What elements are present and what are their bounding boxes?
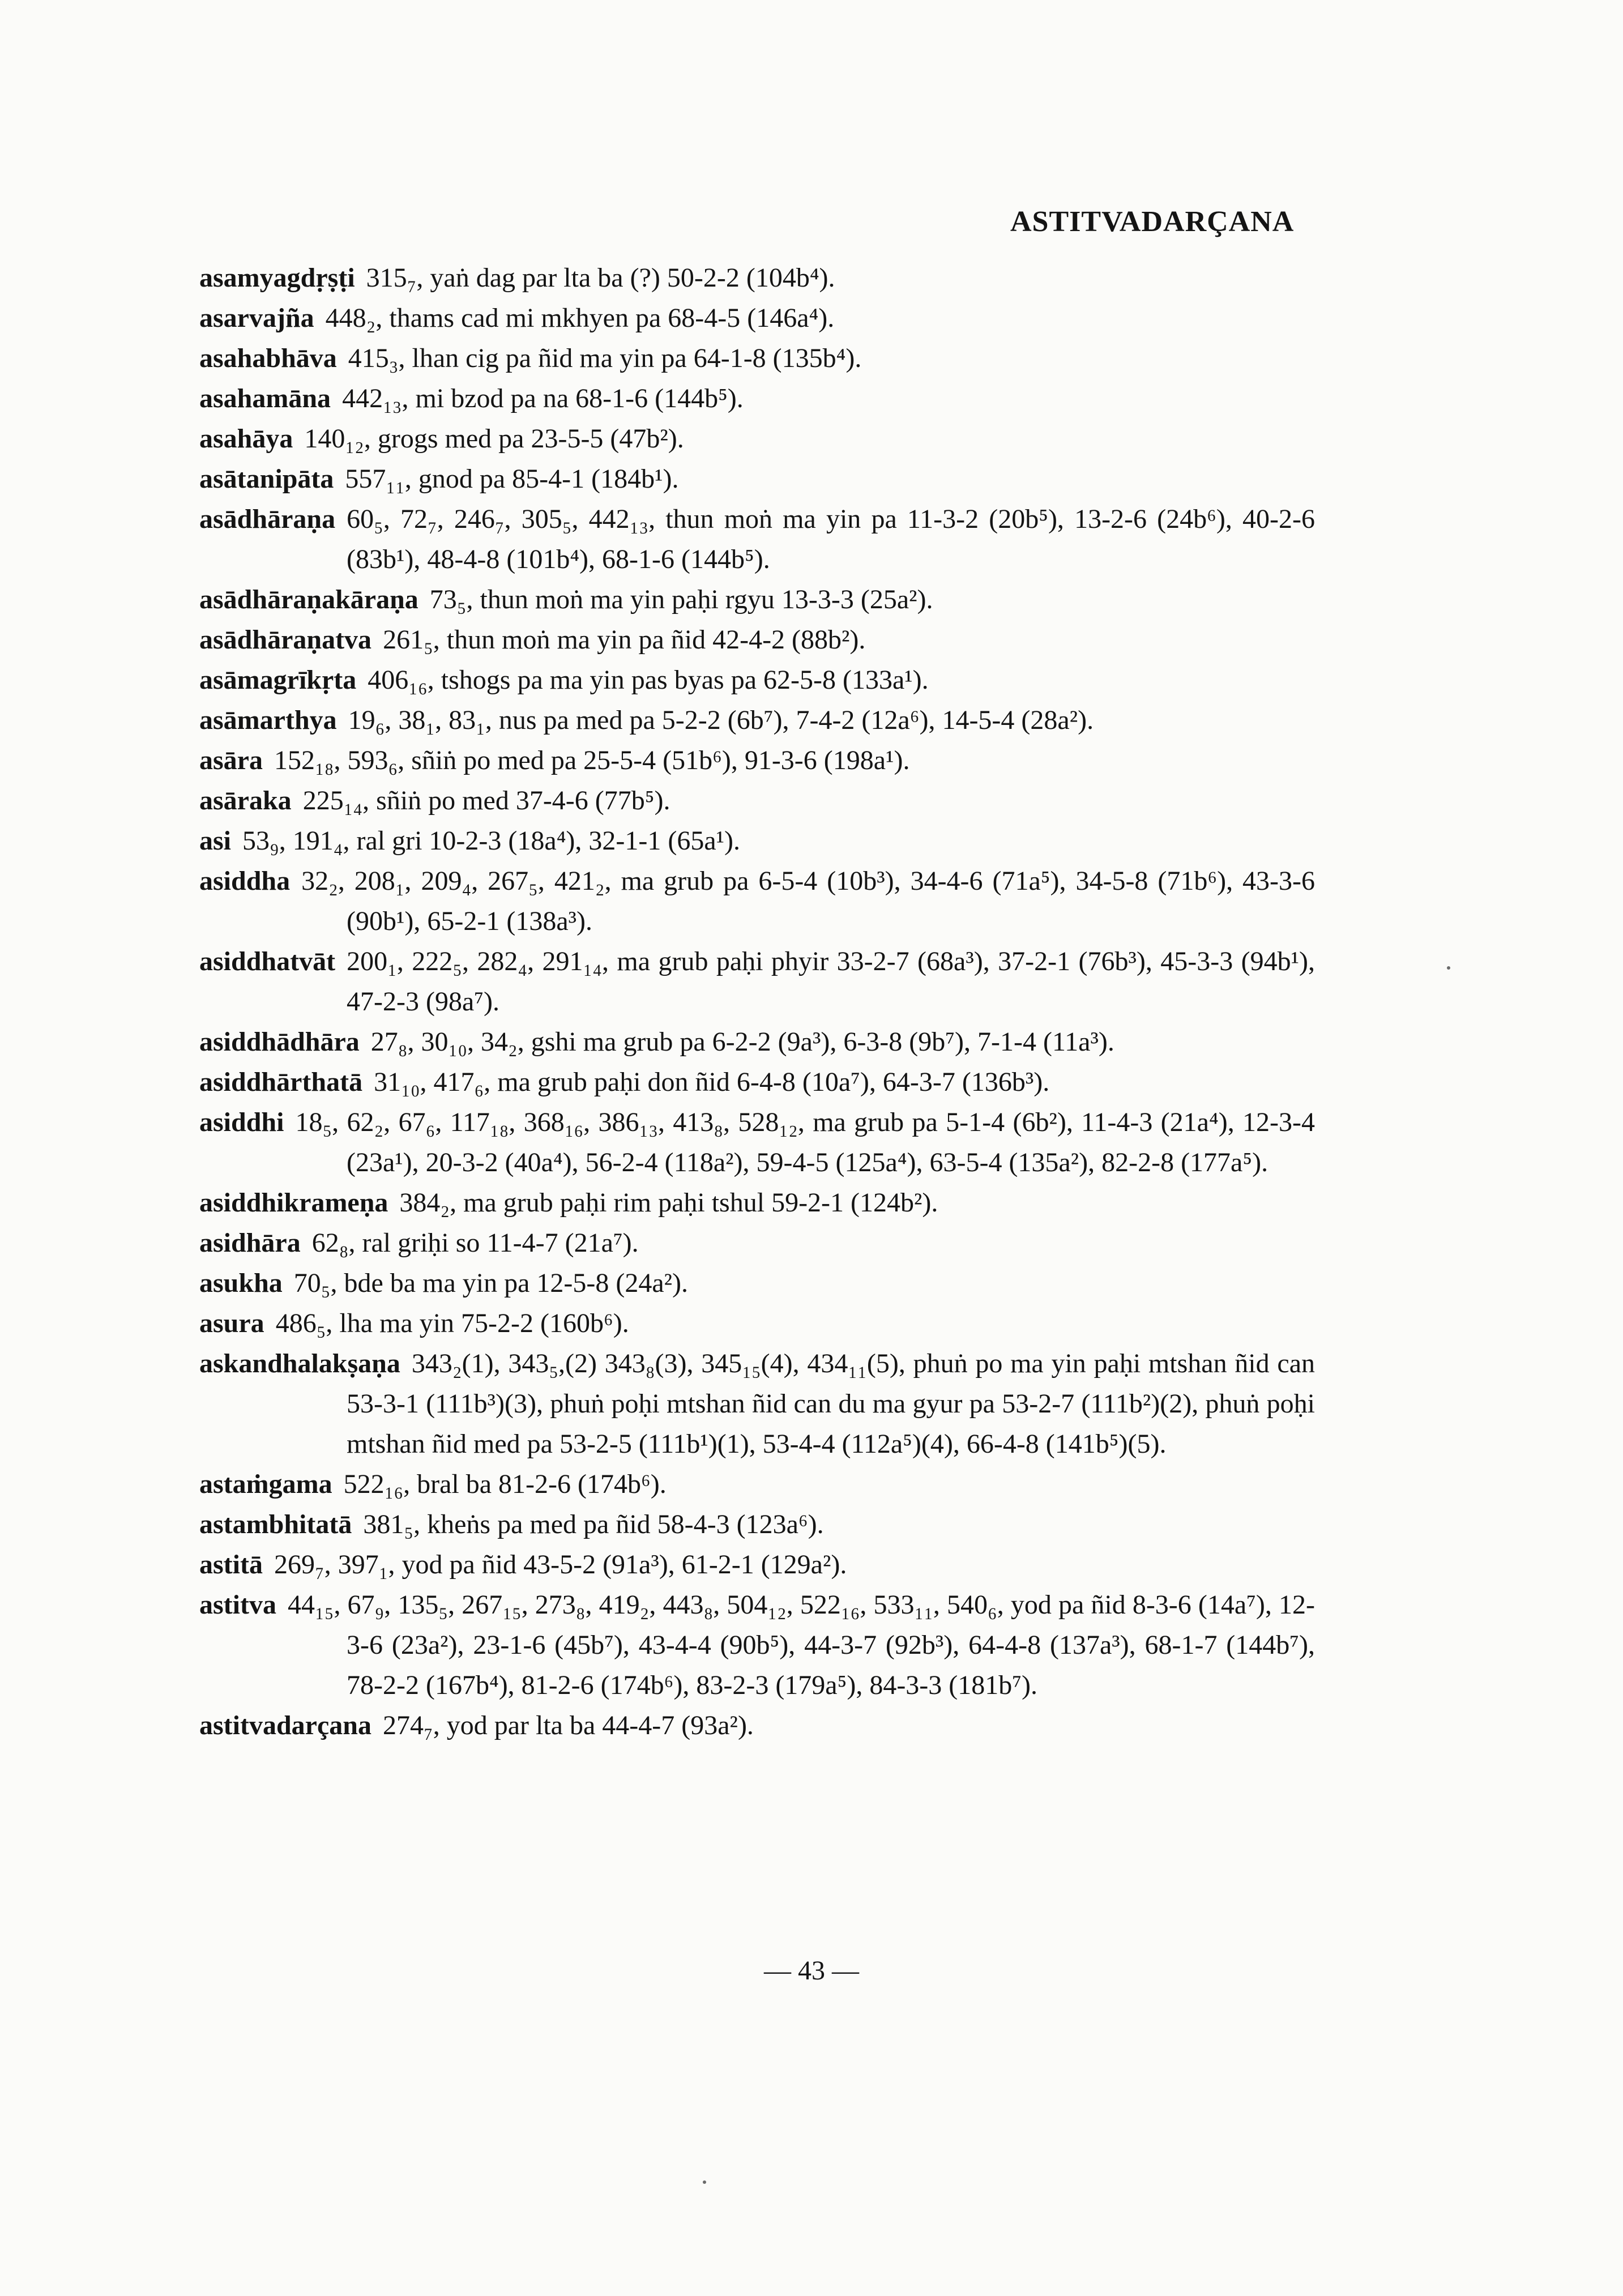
entry bbox=[199, 1705, 1315, 1746]
entry bbox=[199, 258, 1315, 298]
entry bbox=[199, 1183, 1315, 1223]
entry-headword: astitva bbox=[199, 1590, 276, 1620]
entry-headword: asura bbox=[199, 1308, 264, 1338]
entry-headword: asiddhādhāra bbox=[199, 1027, 360, 1057]
entry-headword: astambhitatā bbox=[199, 1509, 352, 1539]
entry-headword: asāmagrīkṛta bbox=[199, 665, 357, 695]
entry-headword: asahamāna bbox=[199, 383, 331, 413]
entry-body: 73₅, thun moṅ ma yin paḥi rgyu 13-3-3 (25a²). bbox=[429, 584, 933, 614]
entry-body: 152₁₈, 593₆, sñiṅ po med pa 25-5-4 (51b⁶), 91-3-6 (198a¹). bbox=[274, 745, 910, 775]
entry bbox=[199, 1504, 1315, 1544]
entry-body: 315₇, yaṅ dag par lta ba (?) 50-2-2 (104b⁴). bbox=[366, 263, 835, 293]
entry-body: 27₈, 30₁₀, 34₂, gshi ma grub pa 6-2-2 (9a³), 6-3-8 (9b⁷), 7-1-4 (11a³). bbox=[370, 1027, 1114, 1057]
entry-body: 60₅, 72₇, 246₇, 305₅, 442₁₃, thun moṅ ma yin pa 11-3-2 (20b⁵), 13-2-6 (24b⁶), 40-2-6 (83b¹), 48-4-8 (101b⁴), 68-1-6 (144b⁵). bbox=[347, 504, 1315, 574]
entry-body: 522₁₆, bral ba 81-2-6 (174b⁶). bbox=[343, 1469, 667, 1499]
entry bbox=[199, 821, 1315, 861]
entry-body: 140₁₂, grogs med pa 23-5-5 (47b²). bbox=[304, 424, 684, 454]
entry-body: 200₁, 222₅, 282₄, 291₁₄, ma grub paḥi phyir 33-2-7 (68a³), 37-2-1 (76b³), 45-3-3 (94b¹), 47-2-3 (98a⁷). bbox=[347, 946, 1315, 1017]
entry-body: 274₇, yod par lta ba 44-4-7 (93a²). bbox=[382, 1710, 754, 1740]
entry-headword: asādhāraṇatva bbox=[199, 625, 372, 655]
scan-speck bbox=[1447, 966, 1450, 970]
entry bbox=[199, 1343, 1315, 1464]
entry-body: 53₉, 191₄, ral gri 10-2-3 (18a⁴), 32-1-1 (65a¹). bbox=[242, 826, 741, 856]
entry-headword: asahabhāva bbox=[199, 343, 337, 373]
entry-body: 381₅, kheṅs pa med pa ñid 58-4-3 (123a⁶). bbox=[363, 1509, 824, 1539]
entry bbox=[199, 941, 1315, 1022]
glossary-entries bbox=[199, 258, 1315, 1746]
entry bbox=[199, 579, 1315, 620]
entry-headword: asiddhi bbox=[199, 1107, 284, 1137]
entry-headword: astitvadarçana bbox=[199, 1710, 371, 1740]
entry bbox=[199, 499, 1315, 579]
entry bbox=[199, 740, 1315, 780]
entry-headword: asarvajña bbox=[199, 303, 314, 333]
entry-headword: askandhalakṣaṇa bbox=[199, 1348, 400, 1379]
entry bbox=[199, 1102, 1315, 1183]
entry-headword: asāra bbox=[199, 745, 263, 775]
entry-body: 19₆, 38₁, 83₁, nus pa med pa 5-2-2 (6b⁷), 7-4-2 (12a⁶), 14-5-4 (28a²). bbox=[348, 705, 1094, 735]
entry-headword: asāraka bbox=[199, 786, 292, 816]
entry-headword: asidhāra bbox=[199, 1228, 301, 1258]
entry-body: 442₁₃, mi bzod pa na 68-1-6 (144b⁵). bbox=[342, 383, 744, 413]
entry-body: 261₅, thun moṅ ma yin pa ñid 42-4-2 (88b²). bbox=[383, 625, 866, 655]
entry-headword: asātanipāta bbox=[199, 464, 334, 494]
entry-body: 32₂, 208₁, 209₄, 267₅, 421₂, ma grub pa 6-5-4 (10b³), 34-4-6 (71a⁵), 34-5-8 (71b⁶), 43-3-6 (90b¹), 65-2-1 (138a³). bbox=[301, 866, 1315, 936]
page-number: — 43 — bbox=[764, 1956, 859, 1986]
entry-headword: astitā bbox=[199, 1550, 263, 1580]
entry-body: 225₁₄, sñiṅ po med 37-4-6 (77b⁵). bbox=[302, 786, 670, 816]
entry-headword: asādhāraṇakāraṇa bbox=[199, 584, 418, 614]
entry bbox=[199, 780, 1315, 821]
entry-headword: astaṁgama bbox=[199, 1469, 332, 1499]
entry-headword: asiddhatvāt bbox=[199, 946, 336, 976]
entry-headword: asukha bbox=[199, 1268, 283, 1298]
entry-headword: asāmarthya bbox=[199, 705, 337, 735]
entry bbox=[199, 861, 1315, 941]
entry-body: 486₅, lha ma yin 75-2-2 (160b⁶). bbox=[275, 1308, 629, 1338]
entry bbox=[199, 620, 1315, 660]
entry-body: 269₇, 397₁, yod pa ñid 43-5-2 (91a³), 61-2-1 (129a²). bbox=[274, 1550, 847, 1580]
entry bbox=[199, 298, 1315, 338]
entry bbox=[199, 700, 1315, 740]
entry-headword: asiddhikrameṇa bbox=[199, 1188, 388, 1218]
entry bbox=[199, 1062, 1315, 1102]
entry-headword: asahāya bbox=[199, 424, 293, 454]
entry-body: 343₂(1), 343₅,(2) 343₈(3), 345₁₅(4), 434₁₁(5), phuṅ po ma yin paḥi mtshan ñid can 53-3-1 (111b³)(3), phuṅ poḥi mtshan ñid can du ma gyur pa 53-2-7 (111b²)(2), phuṅ poḥi mtshan ñid med pa 53-2-5 (111b¹)(1), 53-4-4 (112a⁵)(4), 66-4-8 (141b⁵)(5). bbox=[347, 1348, 1315, 1459]
entry bbox=[199, 378, 1315, 419]
scan-speck bbox=[703, 2180, 706, 2184]
entry-headword: asiddhārthatā bbox=[199, 1067, 363, 1097]
entry-headword: asādhāraṇa bbox=[199, 504, 336, 534]
running-header: ASTITVADARÇANA bbox=[1010, 206, 1295, 238]
entry-body: 384₂, ma grub paḥi rim paḥi tshul 59-2-1 (124b²). bbox=[399, 1188, 938, 1218]
entry-body: 448₂, thams cad mi mkhyen pa 68-4-5 (146a⁴). bbox=[325, 303, 835, 333]
entry bbox=[199, 459, 1315, 499]
entry bbox=[199, 1585, 1315, 1705]
entry bbox=[199, 419, 1315, 459]
entry-body: 415₃, lhan cig pa ñid ma yin pa 64-1-8 (135b⁴). bbox=[348, 343, 862, 373]
entry bbox=[199, 338, 1315, 378]
entry bbox=[199, 1544, 1315, 1585]
entry-body: 31₁₀, 417₆, ma grub paḥi don ñid 6-4-8 (10a⁷), 64-3-7 (136b³). bbox=[374, 1067, 1050, 1097]
entry bbox=[199, 1223, 1315, 1263]
entry bbox=[199, 1464, 1315, 1504]
entry-headword: asamyagdṛṣṭi bbox=[199, 263, 355, 293]
entry-body: 44₁₅, 67₉, 135₅, 267₁₅, 273₈, 419₂, 443₈, 504₁₂, 522₁₆, 533₁₁, 540₆, yod pa ñid 8-3-6 (14a⁷), 12-3-6 (23a²), 23-1-6 (45b⁷), 43-4-4 (90b⁵), 44-3-7 (92b³), 64-4-8 (137a³), 68-1-7 (144b⁷), 78-2-2 (167b⁴), 81-2-6 (174b⁶), 83-2-3 (179a⁵), 84-3-3 (181b⁷). bbox=[287, 1590, 1315, 1700]
entry-body: 406₁₆, tshogs pa ma yin pas byas pa 62-5-8 (133a¹). bbox=[368, 665, 929, 695]
entry-headword: asiddha bbox=[199, 866, 291, 896]
entry-body: 18₅, 62₂, 67₆, 117₁₈, 368₁₆, 386₁₃, 413₈, 528₁₂, ma grub pa 5-1-4 (6b²), 11-4-3 (21a⁴), 12-3-4 (23a¹), 20-3-2 (40a⁴), 56-2-4 (118a²), 59-4-5 (125a⁴), 63-5-4 (135a²), 82-2-8 (177a⁵). bbox=[295, 1107, 1315, 1177]
entry bbox=[199, 660, 1315, 700]
entry bbox=[199, 1303, 1315, 1343]
entry-headword: asi bbox=[199, 826, 232, 856]
entry-body: 70₅, bde ba ma yin pa 12-5-8 (24a²). bbox=[293, 1268, 689, 1298]
entry bbox=[199, 1263, 1315, 1303]
entry bbox=[199, 1022, 1315, 1062]
entry-body: 62₈, ral griḥi so 11-4-7 (21a⁷). bbox=[311, 1228, 639, 1258]
entry-body: 557₁₁, gnod pa 85-4-1 (184b¹). bbox=[345, 464, 679, 494]
